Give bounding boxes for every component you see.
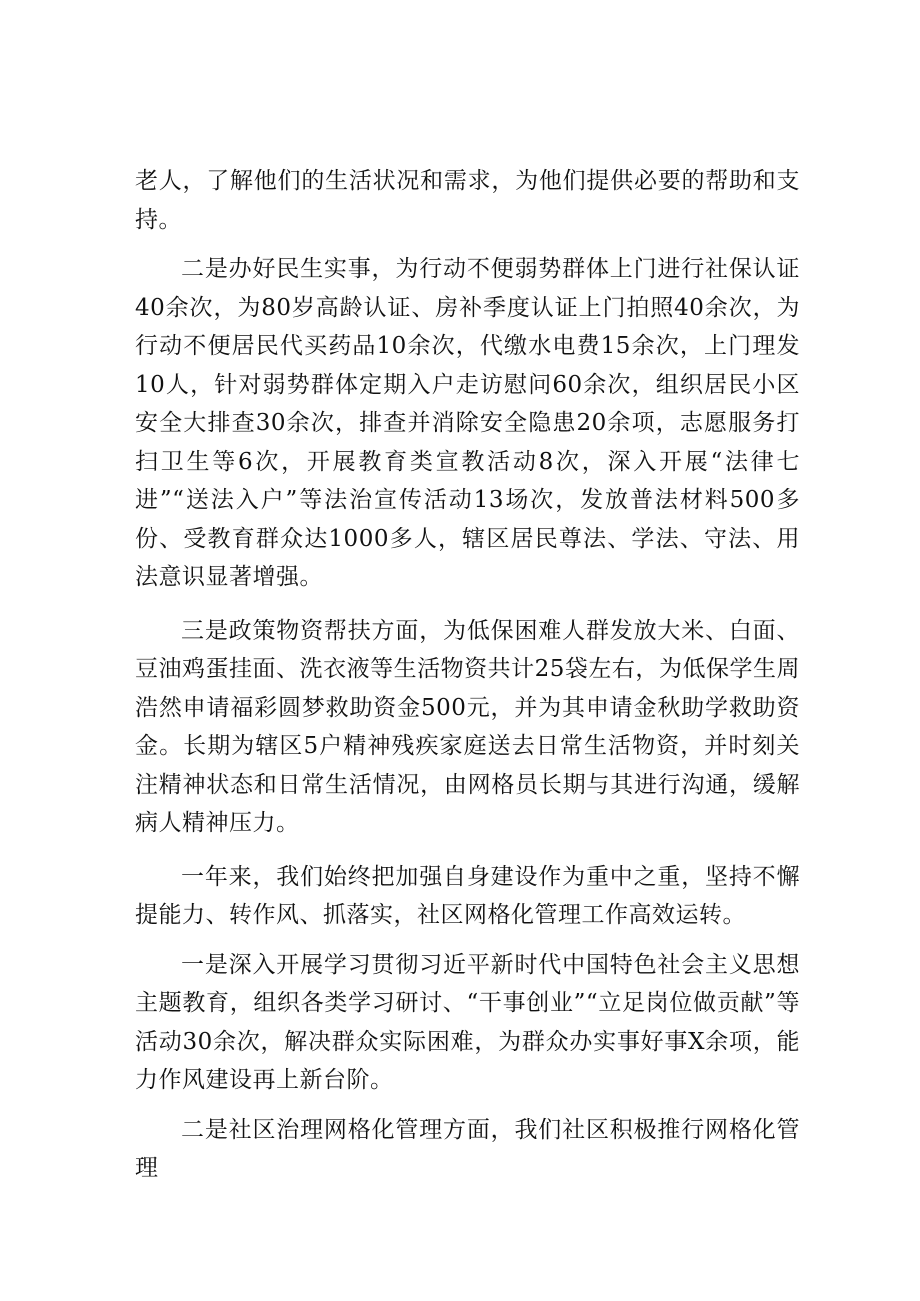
paragraph-year-summary: 一年来，我们始终把加强自身建设作为重中之重，坚持不懈提能力、转作风、抓落实，社区网格化管理工作高效运转。 bbox=[135, 863, 800, 928]
paragraph-policy-assistance: 三是政策物资帮扶方面，为低保困难人群发放大米、白面、豆油鸡蛋挂面、洗衣液等生活物资共计25袋左右，为低保学生周浩然申请福彩圆梦救助资金500元，并为其申请金秋助学救助资金。长期为辖区5户精神残疾家庭送去日常生活物资，并时刻关注精神状态和日常生活情况，由网格员长期与其进行沟通，缓解病人精神压力。 bbox=[135, 617, 800, 836]
paragraph-study-education: 一是深入开展学习贯彻习近平新时代中国特色社会主义思想主题教育，组织各类学习研讨、“干事创业”“立足岗位做贡献”等活动30余次，解决群众实际困难，为群众办实事好事X余项，能力作风建设再上新台阶。 bbox=[135, 951, 800, 1093]
document-body bbox=[135, 162, 800, 1188]
paragraph-livelihood-affairs: 二是办好民生实事，为行动不便弱势群体上门进行社保认证40余次，为80岁高龄认证、房补季度认证上门拍照40余次，为行动不便居民代买药品10余次，代缴水电费15余次，上门理发10人，针对弱势群体定期入户走访慰问60余次，组织居民小区安全大排查30余次，排查并消除安全隐患20余项，志愿服务打扫卫生等6次，开展教育类宣教活动8次，深入开展“法律七进”“送法入户”等法治宣传活动13场次，发放普法材料500多份、受教育群众达1000多人，辖区居民尊法、学法、守法、用法意识显著增强。 bbox=[135, 256, 800, 590]
paragraph-grid-management: 二是社区治理网格化管理方面，我们社区积极推行网格化管理 bbox=[135, 1116, 800, 1181]
paragraph-continuation: 老人，了解他们的生活状况和需求，为他们提供必要的帮助和支持。 bbox=[135, 168, 800, 233]
